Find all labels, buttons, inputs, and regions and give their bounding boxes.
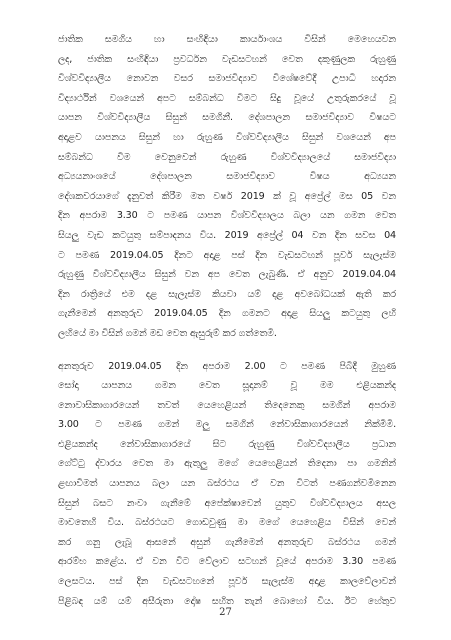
text-line: සෝදා යාපනය ගමන වෙත සූදානම් වූ මම එළියකන්ද — [58, 380, 396, 392]
text-line: දින අපරාම 3.30 ට පමණ යාපන විශ්වවිද්‍යාලය බලා යන ගමන වෙත — [58, 210, 396, 222]
text-line: පිළිබඳ යම් යම් අසීරුතා දෝෂ සහිත තැන් බොහෝ විය. ඊට හේතුව — [58, 595, 396, 607]
text-line: කර ගනු ලැබූ ආසනේ අසුන් ගැනීමෙන් අනතුරුව බස්රථය ගමන් — [58, 536, 396, 548]
text-line: ගැනීමෙන් අනතුරුව 2019.04.05 දින ගමනට අදාළ සියලු කටයුතු ලහි — [58, 308, 396, 320]
text-line: ගේට්ටු ද්වාරය වෙත මා ඇතුලු මගේ යෙහෙළියන් තිදෙනා පා ගමනින් — [58, 458, 396, 470]
text-line: එළියකන්ද නේවාසිකාගාරයේ සිට රුහුණු විශ්වවිද්‍යාලීය ප්‍රධාන — [58, 438, 396, 450]
text-line: අධ්‍යයනාංශයේ දේශපාලන සමාජවිද්‍යාව විෂය අධ්‍යයන — [58, 171, 396, 183]
text-line: ලද, ජාතික සංහිඳියා ප්‍රවර්ධන වැඩසටහන් වෙත දකුණුලක රුහුණු — [58, 53, 396, 65]
text-line: නොවාසිකාගාරයෙන් තවත් යෙහෙළියන් තිදෙනෙකු සමගින් අපරාම — [58, 399, 396, 411]
body-text — [58, 30, 396, 611]
text-line: අදාළව යාපනය සිසුන් හා රුහුණ විශ්වවිද්‍යාලීය සිසුන් වශයෙන් අප — [58, 131, 396, 143]
text-line: ට පමණ 2019.04.05 දිනට අදාළ පස් දින වැඩසටහන් පූර්ව සැලැස්ම — [58, 249, 396, 261]
page-number: 27 — [219, 607, 232, 618]
text-line: ලහියේ මා විසින් ගමන් මඩ වෙත ඇසුරුම් කර ගත්තෙමි. — [58, 327, 277, 339]
text-line: අනතුරුව 2019.04.05 දින අපරාම 2.00 ට පමණ පිබිදී මුහුණ — [58, 360, 396, 372]
text-line: ළඟාවීමත් යාපනය බලා යන බස්රථය ඒ වන විටත් පණගන්වමිනෙන — [58, 478, 396, 490]
text-line: විශ්වවිද්‍යාලීය නොවන වසර සමාජවිද්‍යාව විශේෂවේදී උපාධි හදාරන — [58, 73, 396, 85]
text-line: 3.00 ට පමණ ගමන් මලු සමගින් නේවාසිකාගාරයෙන් නික්මීමි. — [58, 419, 396, 431]
text-line: මාවතෙහි විය. බස්රථයට ගොඩවුණු මා මගේ යෙහෙළිය විසින් වෙන් — [58, 517, 396, 529]
text-line: විද්‍යාර්ථින් වශයෙන් අපට සම්බන්ධ වීමට සිදු වූයේ උතුරුකරයේ වූ — [58, 92, 396, 104]
paragraph-2 — [58, 357, 396, 612]
text-line: ජාතික සමගිය හා සංහිඳියා කාර්යාංශය විසින් මෙහෙයවන — [58, 34, 396, 45]
text-line: යාපන විශ්වවිද්‍යාලීය සිසුන් සමගිනී. දේශපාලන සමාජවිද්‍යාව විෂයට — [58, 112, 396, 124]
paragraph-1 — [58, 30, 396, 344]
text-line: සියලු වැඩ කටයුතු සම්පාදනය විය. 2019 අප්‍රේල් 04 වන දින සවස 04 — [58, 229, 396, 241]
text-line: ලෙසටය. පස් දින වැඩසටහනේ පූර්ව සැලැස්ම අදාළ කාලවේලාවන් — [58, 576, 396, 588]
text-line: දින රාත්‍රියේ එම දළ සැලැස්ම කියවා යම් දළ අවබෝධයක් ඇති කර — [58, 288, 396, 300]
text-line: දේශකවරයාගේ දැනුවත් කිරීම මත වර්ෂ 2019 ක් වූ අප්‍රේල් මස 05 වන — [58, 190, 396, 202]
text-line: රුහුණු විශ්වවිද්‍යාලීය සිසුන් වන අප වෙත ලැබුණි. ඒ අනුව 2019.04.04 — [58, 269, 396, 281]
text-line: සිසුන් බසට නංවා ගැනීමේ අපේක්ෂාවෙන් යුතුව විශ්වවිද්‍යාලය අසල — [58, 497, 396, 509]
text-line: ආරම්භ කළේය. ඒ වන විට වේලාව සටහන් වූයේ අපරාම 3.30 පමණ — [58, 556, 396, 568]
text-line: සම්බන්ධ වීම වෙනුවෙන් රුහුණ විශ්වවිද්‍යාලයේ සමාජවිද්‍යා — [58, 151, 396, 163]
